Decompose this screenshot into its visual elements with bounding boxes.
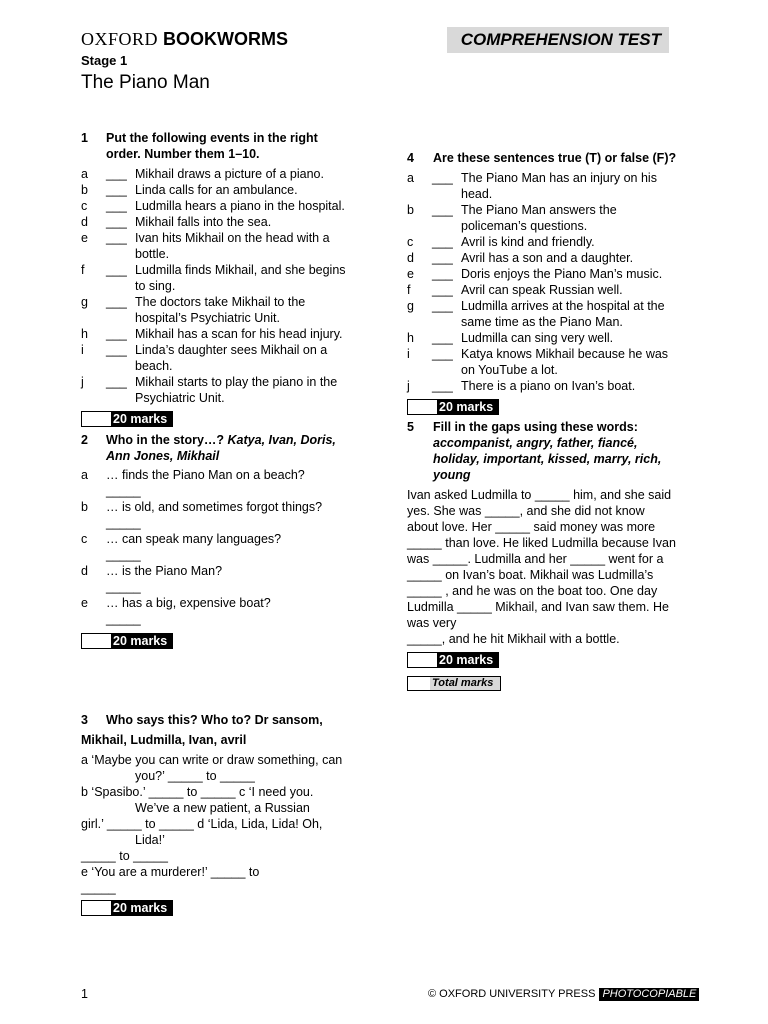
text-line: about love. Her _____ said money was more xyxy=(407,520,656,534)
text-line: e ‘You are a murderer!’ _____ to xyxy=(81,865,260,879)
marks-entry-box[interactable] xyxy=(408,400,436,414)
answer-blank[interactable]: ___ xyxy=(106,199,127,213)
word-bank: young xyxy=(433,468,471,482)
answer-blank[interactable]: ___ xyxy=(106,167,127,181)
item-text: Mikhail starts to play the piano in the xyxy=(135,375,338,389)
item-text: beach. xyxy=(135,359,173,373)
answer-blank[interactable]: ___ xyxy=(106,183,127,197)
marks-label: 20 marks xyxy=(437,400,498,414)
text-line: _____ than love. He liked Ludmilla because Ivan xyxy=(407,536,676,550)
item-text: … finds the Piano Man on a beach? xyxy=(106,468,305,482)
item-letter: h xyxy=(407,331,414,345)
item-text: Avril can speak Russian well. xyxy=(461,283,623,297)
answer-blank[interactable]: ___ xyxy=(106,375,127,389)
item-letter: a xyxy=(407,171,414,185)
item-text: same time as the Piano Man. xyxy=(461,315,623,329)
marks-entry-box[interactable] xyxy=(82,412,110,426)
item-letter: d xyxy=(81,564,88,578)
item-text: … is old, and sometimes forgot things? xyxy=(106,500,323,514)
item-letter: j xyxy=(81,375,84,389)
answer-blank[interactable]: ___ xyxy=(432,347,453,361)
item-text: Linda calls for an ambulance. xyxy=(135,183,298,197)
item-text: Ludmilla can sing very well. xyxy=(461,331,614,345)
item-text: Ludmilla hears a piano in the hospital. xyxy=(135,199,345,213)
marks-box-q3 xyxy=(81,900,173,916)
item-text: Avril has a son and a daughter. xyxy=(461,251,634,265)
text-line: you?’ _____ to _____ xyxy=(135,769,255,783)
text-line: Ludmilla _____ Mikhail, and Ivan saw them. He xyxy=(407,600,669,614)
marks-label: 20 marks xyxy=(437,653,498,667)
item-text: Ivan hits Mikhail on the head with a xyxy=(135,231,330,245)
answer-blank[interactable]: _____ xyxy=(106,484,141,498)
item-letter: g xyxy=(407,299,414,313)
brand-bookworms: BOOKWORMS xyxy=(163,29,289,49)
comprehension-test-label: COMPREHENSION TEST xyxy=(447,27,669,53)
item-letter: c xyxy=(81,199,88,213)
question-heading xyxy=(106,130,376,162)
answer-blank[interactable]: ___ xyxy=(432,235,453,249)
marks-box-q2 xyxy=(81,633,173,649)
answer-blank[interactable]: ___ xyxy=(432,267,453,281)
total-marks-label: Total marks xyxy=(430,677,500,690)
answer-blank[interactable]: _____ xyxy=(106,612,141,626)
answer-blank[interactable]: ___ xyxy=(432,283,453,297)
question-number: 5 xyxy=(407,420,414,434)
heading-line: order. Number them 1–10. xyxy=(106,147,260,161)
text-line: a ‘Maybe you can write or draw something, can xyxy=(81,753,343,767)
item-letter: d xyxy=(407,251,414,265)
question-heading xyxy=(106,432,376,464)
brand-logo xyxy=(81,28,288,50)
item-text: … is the Piano Man? xyxy=(106,564,223,578)
item-text: … has a big, expensive boat? xyxy=(106,596,271,610)
item-letter: i xyxy=(407,347,410,361)
text-line: _____ to _____ xyxy=(81,849,168,863)
question-number: 3 xyxy=(81,713,88,727)
marks-box-q4 xyxy=(407,399,499,415)
answer-blank[interactable]: _____ xyxy=(106,516,141,530)
item-text: head. xyxy=(461,187,493,201)
answer-blank[interactable]: ___ xyxy=(432,331,453,345)
item-letter: b xyxy=(81,500,88,514)
marks-entry-box[interactable] xyxy=(82,901,110,915)
text-line: was very xyxy=(407,616,457,630)
copyright-text: © OXFORD UNIVERSITY PRESS xyxy=(428,988,596,1000)
item-letter: j xyxy=(407,379,410,393)
question-heading xyxy=(433,419,703,483)
heading-text: Who in the story…? xyxy=(106,433,228,447)
total-marks-entry-box[interactable] xyxy=(408,677,429,690)
item-letter: e xyxy=(81,596,88,610)
item-text: Psychiatric Unit. xyxy=(135,391,225,405)
item-text: Mikhail draws a picture of a piano. xyxy=(135,167,324,181)
item-letter: g xyxy=(81,295,88,309)
photocopiable-badge: PHOTOCOPIABLE xyxy=(599,988,699,1001)
word-bank: holiday, important, kissed, marry, rich, xyxy=(433,452,662,466)
item-letter: a xyxy=(81,468,88,482)
item-letter: b xyxy=(81,183,88,197)
question-number: 4 xyxy=(407,151,414,165)
text-line: girl.’ _____ to _____ d ‘Lida, Lida, Lida! Oh, xyxy=(81,817,323,831)
text-line: yes. She was _____, and she did not know xyxy=(407,504,645,518)
item-letter: e xyxy=(407,267,414,281)
item-text: Ludmilla finds Mikhail, and she begins xyxy=(135,263,346,277)
item-text: bottle. xyxy=(135,247,170,261)
answer-blank[interactable]: ___ xyxy=(106,343,127,357)
brand-oxford: OXFORD xyxy=(81,29,159,49)
heading-names: Ann Jones, Mikhail xyxy=(106,449,220,463)
marks-box-q1 xyxy=(81,411,173,427)
text-line: Ivan asked Ludmilla to _____ him, and she said xyxy=(407,488,672,502)
text-line: Lida!’ xyxy=(135,833,165,847)
answer-blank[interactable]: ___ xyxy=(432,203,453,217)
item-letter: c xyxy=(407,235,414,249)
item-letter: i xyxy=(81,343,84,357)
answer-blank[interactable]: ___ xyxy=(432,379,453,393)
item-text: to sing. xyxy=(135,279,176,293)
item-text: Avril is kind and friendly. xyxy=(461,235,595,249)
text-line: We’ve a new patient, a Russian xyxy=(135,801,310,815)
answer-blank[interactable]: ___ xyxy=(106,295,127,309)
item-text: … can speak many languages? xyxy=(106,532,282,546)
item-text: Mikhail falls into the sea. xyxy=(135,215,272,229)
item-letter: d xyxy=(81,215,88,229)
item-text: Mikhail has a scan for his head injury. xyxy=(135,327,343,341)
answer-blank[interactable]: ___ xyxy=(432,299,453,313)
item-letter: c xyxy=(81,532,88,546)
heading-names: Katya, Ivan, Doris, xyxy=(227,433,336,447)
footer-copyright xyxy=(428,986,699,1002)
stage-label: Stage 1 xyxy=(81,53,128,68)
text-line: _____ on Ivan’s boat. Mikhail was Ludmilla’s xyxy=(407,568,654,582)
text-line: _____, and he hit Mikhail with a bottle. xyxy=(407,632,620,646)
question-heading: Who says this? Who to? Dr sansom, xyxy=(106,713,323,727)
item-text: The doctors take Mikhail to the xyxy=(135,295,306,309)
marks-label: 20 marks xyxy=(111,901,172,915)
item-letter: b xyxy=(407,203,414,217)
item-text: Doris enjoys the Piano Man’s music. xyxy=(461,267,663,281)
text-line: b ‘Spasibo.’ _____ to _____ c ‘I need you. xyxy=(81,785,314,799)
item-text: The Piano Man answers the xyxy=(461,203,617,217)
question-number: 2 xyxy=(81,433,88,447)
answer-blank[interactable]: _____ xyxy=(106,580,141,594)
word-bank: accompanist, angry, father, fiancé, xyxy=(433,436,638,450)
heading-line: Put the following events in the right xyxy=(106,131,318,145)
item-text: hospital’s Psychiatric Unit. xyxy=(135,311,280,325)
item-text: on YouTube a lot. xyxy=(461,363,558,377)
item-text: There is a piano on Ivan’s boat. xyxy=(461,379,636,393)
marks-label: 20 marks xyxy=(111,634,172,648)
marks-entry-box[interactable] xyxy=(408,653,436,667)
item-text: The Piano Man has an injury on his xyxy=(461,171,657,185)
answer-blank[interactable]: ___ xyxy=(106,327,127,341)
item-letter: f xyxy=(407,283,411,297)
item-text: policeman’s questions. xyxy=(461,219,588,233)
question-heading-line2: Mikhail, Ludmilla, Ivan, avril xyxy=(81,733,247,747)
item-letter: f xyxy=(81,263,85,277)
question-number: 1 xyxy=(81,131,88,145)
text-line: _____ , and he was on the boat too. One day xyxy=(407,584,658,598)
item-text: Katya knows Mikhail because he was xyxy=(461,347,669,361)
book-title: The Piano Man xyxy=(81,72,210,93)
marks-box-q5 xyxy=(407,652,499,668)
text-line: _____ xyxy=(81,881,116,895)
total-marks-box xyxy=(407,676,501,691)
answer-blank[interactable]: _____ xyxy=(106,548,141,562)
item-text: Linda’s daughter sees Mikhail on a xyxy=(135,343,328,357)
question-heading: Are these sentences true (T) or false (F)? xyxy=(433,151,677,165)
answer-blank[interactable]: ___ xyxy=(432,171,453,185)
heading-text: Fill in the gaps using these words: xyxy=(433,420,638,434)
answer-blank[interactable]: ___ xyxy=(106,215,127,229)
marks-label: 20 marks xyxy=(111,412,172,426)
item-letter: h xyxy=(81,327,88,341)
item-letter: a xyxy=(81,167,88,181)
item-text: Ludmilla arrives at the hospital at the xyxy=(461,299,665,313)
answer-blank[interactable]: ___ xyxy=(106,263,127,277)
answer-blank[interactable]: ___ xyxy=(106,231,127,245)
marks-entry-box[interactable] xyxy=(82,634,110,648)
page-number: 1 xyxy=(81,987,88,1001)
answer-blank[interactable]: ___ xyxy=(432,251,453,265)
text-line: was _____. Ludmilla and her _____ went for a xyxy=(407,552,664,566)
item-letter: e xyxy=(81,231,88,245)
